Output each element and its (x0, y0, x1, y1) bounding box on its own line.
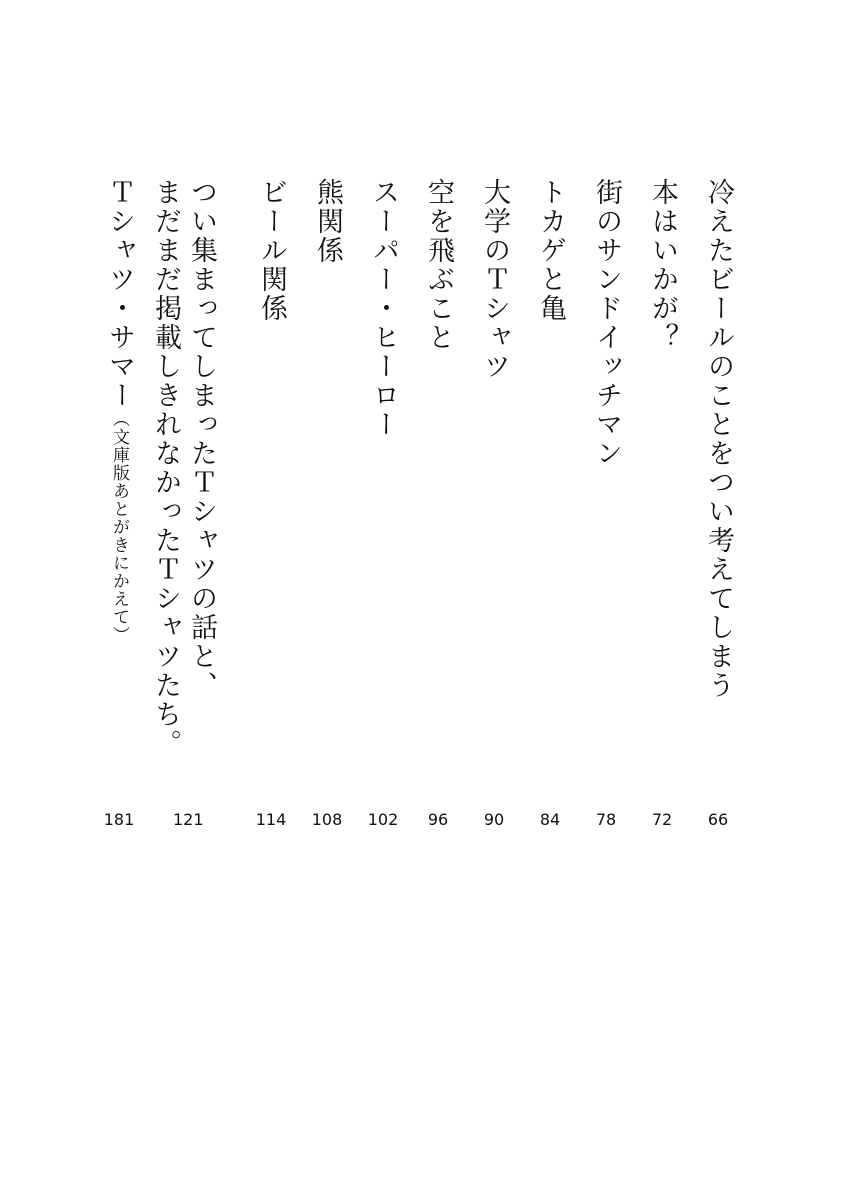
toc-entry-page-number: 114 (255, 810, 287, 829)
toc-entry[interactable] (584, 178, 628, 858)
toc-entry-title-continued: まだまだ掲載しきれなかったＴシャツたち。 (150, 178, 181, 758)
toc-entry[interactable] (528, 178, 572, 858)
toc-entry-page-number: 96 (427, 810, 449, 829)
toc-entry-page-number: 78 (595, 810, 617, 829)
toc-entry-title: スーパー・ヒーロー (368, 178, 399, 439)
toc-entry-page-number: 181 (103, 810, 135, 829)
toc-entry-page-number: 90 (483, 810, 505, 829)
toc-entry[interactable] (361, 178, 405, 858)
toc-entry-page-number: 66 (707, 810, 729, 829)
toc-entry-title: 街のサンドイッチマン (591, 178, 622, 468)
toc-entry[interactable] (472, 178, 516, 858)
toc-entry-title (97, 178, 141, 644)
toc-entry-page-number: 84 (539, 810, 561, 829)
toc-entry-title: 熊関係 (312, 178, 343, 265)
toc-entry[interactable] (249, 178, 293, 858)
toc-entry-page-number: 72 (651, 810, 673, 829)
toc-entry-title: 本はいかが？ (647, 178, 678, 352)
toc-entry-title: ビール関係 (256, 178, 287, 323)
toc-entry[interactable] (150, 178, 225, 858)
toc-entry-title: 空を飛ぶこと (423, 178, 454, 352)
toc-entry-title: 大学のＴシャツ (479, 178, 510, 381)
toc-entry[interactable] (696, 178, 740, 858)
toc-entry[interactable] (416, 178, 460, 858)
toc-entry-page-number: 102 (367, 810, 399, 829)
toc-entry[interactable] (305, 178, 349, 858)
toc-entry-note: （文庫版あとがきにかえて） (109, 410, 129, 644)
toc-entry-title-text: Ｔシャツ・サマー (104, 178, 135, 410)
toc-entry[interactable] (640, 178, 684, 858)
toc-entry[interactable] (97, 178, 141, 858)
toc-entry-page-number: 108 (311, 810, 343, 829)
toc-entry-title: つい集まってしまったＴシャツの話と、 (186, 178, 217, 700)
toc-entry-title: 冷えたビールのことをつい考えてしまう (703, 178, 734, 700)
toc-entry-page-number: 121 (173, 810, 204, 829)
toc-entry-title: トカゲと亀 (535, 178, 566, 323)
